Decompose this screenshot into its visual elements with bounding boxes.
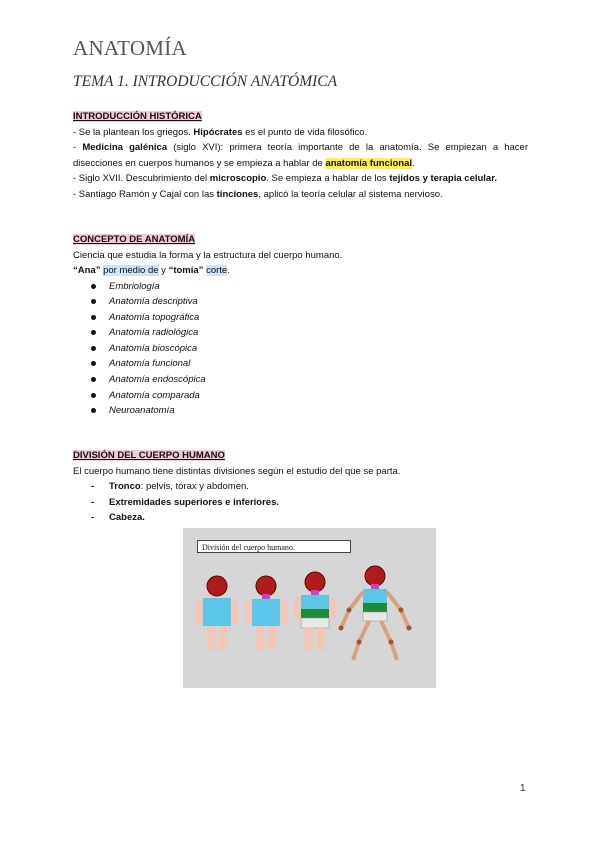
body-division-figure	[183, 528, 436, 688]
list-item: - Tronco: pelvis, tórax y abdomen.	[91, 481, 249, 492]
list-item: Neuroanatomía	[73, 403, 528, 419]
list-item: Anatomía topográfica	[73, 310, 528, 326]
list-item: Anatomía radiológica	[73, 325, 528, 341]
body-divisions-list	[73, 479, 528, 526]
list-item: Anatomía bioscópica	[73, 341, 528, 357]
section-body-division	[73, 448, 528, 526]
body-figures-illustration	[183, 528, 436, 688]
figure-articulated	[339, 566, 412, 660]
anatomy-types-list	[73, 279, 528, 419]
paragraph-microscope: - Siglo XVII. Descubrimiento del microscopio. Se empieza a hablar de los tejidos y terapia celular.	[73, 173, 498, 184]
page-number: 1	[520, 783, 526, 794]
paragraph-galenic: - Medicina galénica (siglo XVI): primera teoría importante de la anatomía. Se empiezan a hacer disecciones en cuerpos humanos y se empieza a hablar de anatomía funcional.	[73, 142, 529, 169]
list-item: Anatomía endoscópica	[73, 372, 528, 388]
concept-definition: Ciencia que estudia la forma y la estructura del cuerpo humano.	[73, 249, 343, 261]
figure-head-neck	[245, 576, 287, 650]
document-subtitle: TEMA 1. INTRODUCCIÓN ANATÓMICA	[73, 73, 338, 90]
paragraph-cajal: - Santiago Ramón y Cajal con las tinciones, aplicó la teoría celular al sistema nervioso.	[73, 188, 443, 200]
section-historical-intro	[73, 109, 528, 202]
list-item: Embriología	[73, 279, 528, 295]
document-title: ANATOMÍA	[73, 36, 188, 60]
section-anatomy-concept	[73, 232, 528, 419]
section-heading: DIVISIÓN DEL CUERPO HUMANO	[73, 450, 225, 461]
section-heading: INTRODUCCIÓN HISTÓRICA	[73, 111, 202, 122]
paragraph-greeks: - Se la plantean los griegos. Hipócrates es el punto de vida filosófico.	[73, 126, 368, 138]
list-item: - Cabeza.	[91, 512, 145, 523]
concept-etymology: “Ana” por medio de y “tomía” corte.	[73, 265, 230, 276]
list-item: - Extremidades superiores e inferiores.	[91, 496, 280, 508]
list-item: Anatomía descriptiva	[73, 294, 528, 310]
list-item: Anatomía funcional	[73, 356, 528, 372]
list-item: Anatomía comparada	[73, 388, 528, 404]
section-heading: CONCEPTO DE ANATOMÍA	[73, 234, 196, 245]
figure-whole-body	[196, 576, 238, 650]
division-intro: El cuerpo humano tiene distintas divisiones según el estudio del que se parta.	[73, 465, 401, 477]
figure-caption: División del cuerpo humano.	[197, 540, 351, 553]
figure-trunk-divided	[294, 572, 336, 650]
